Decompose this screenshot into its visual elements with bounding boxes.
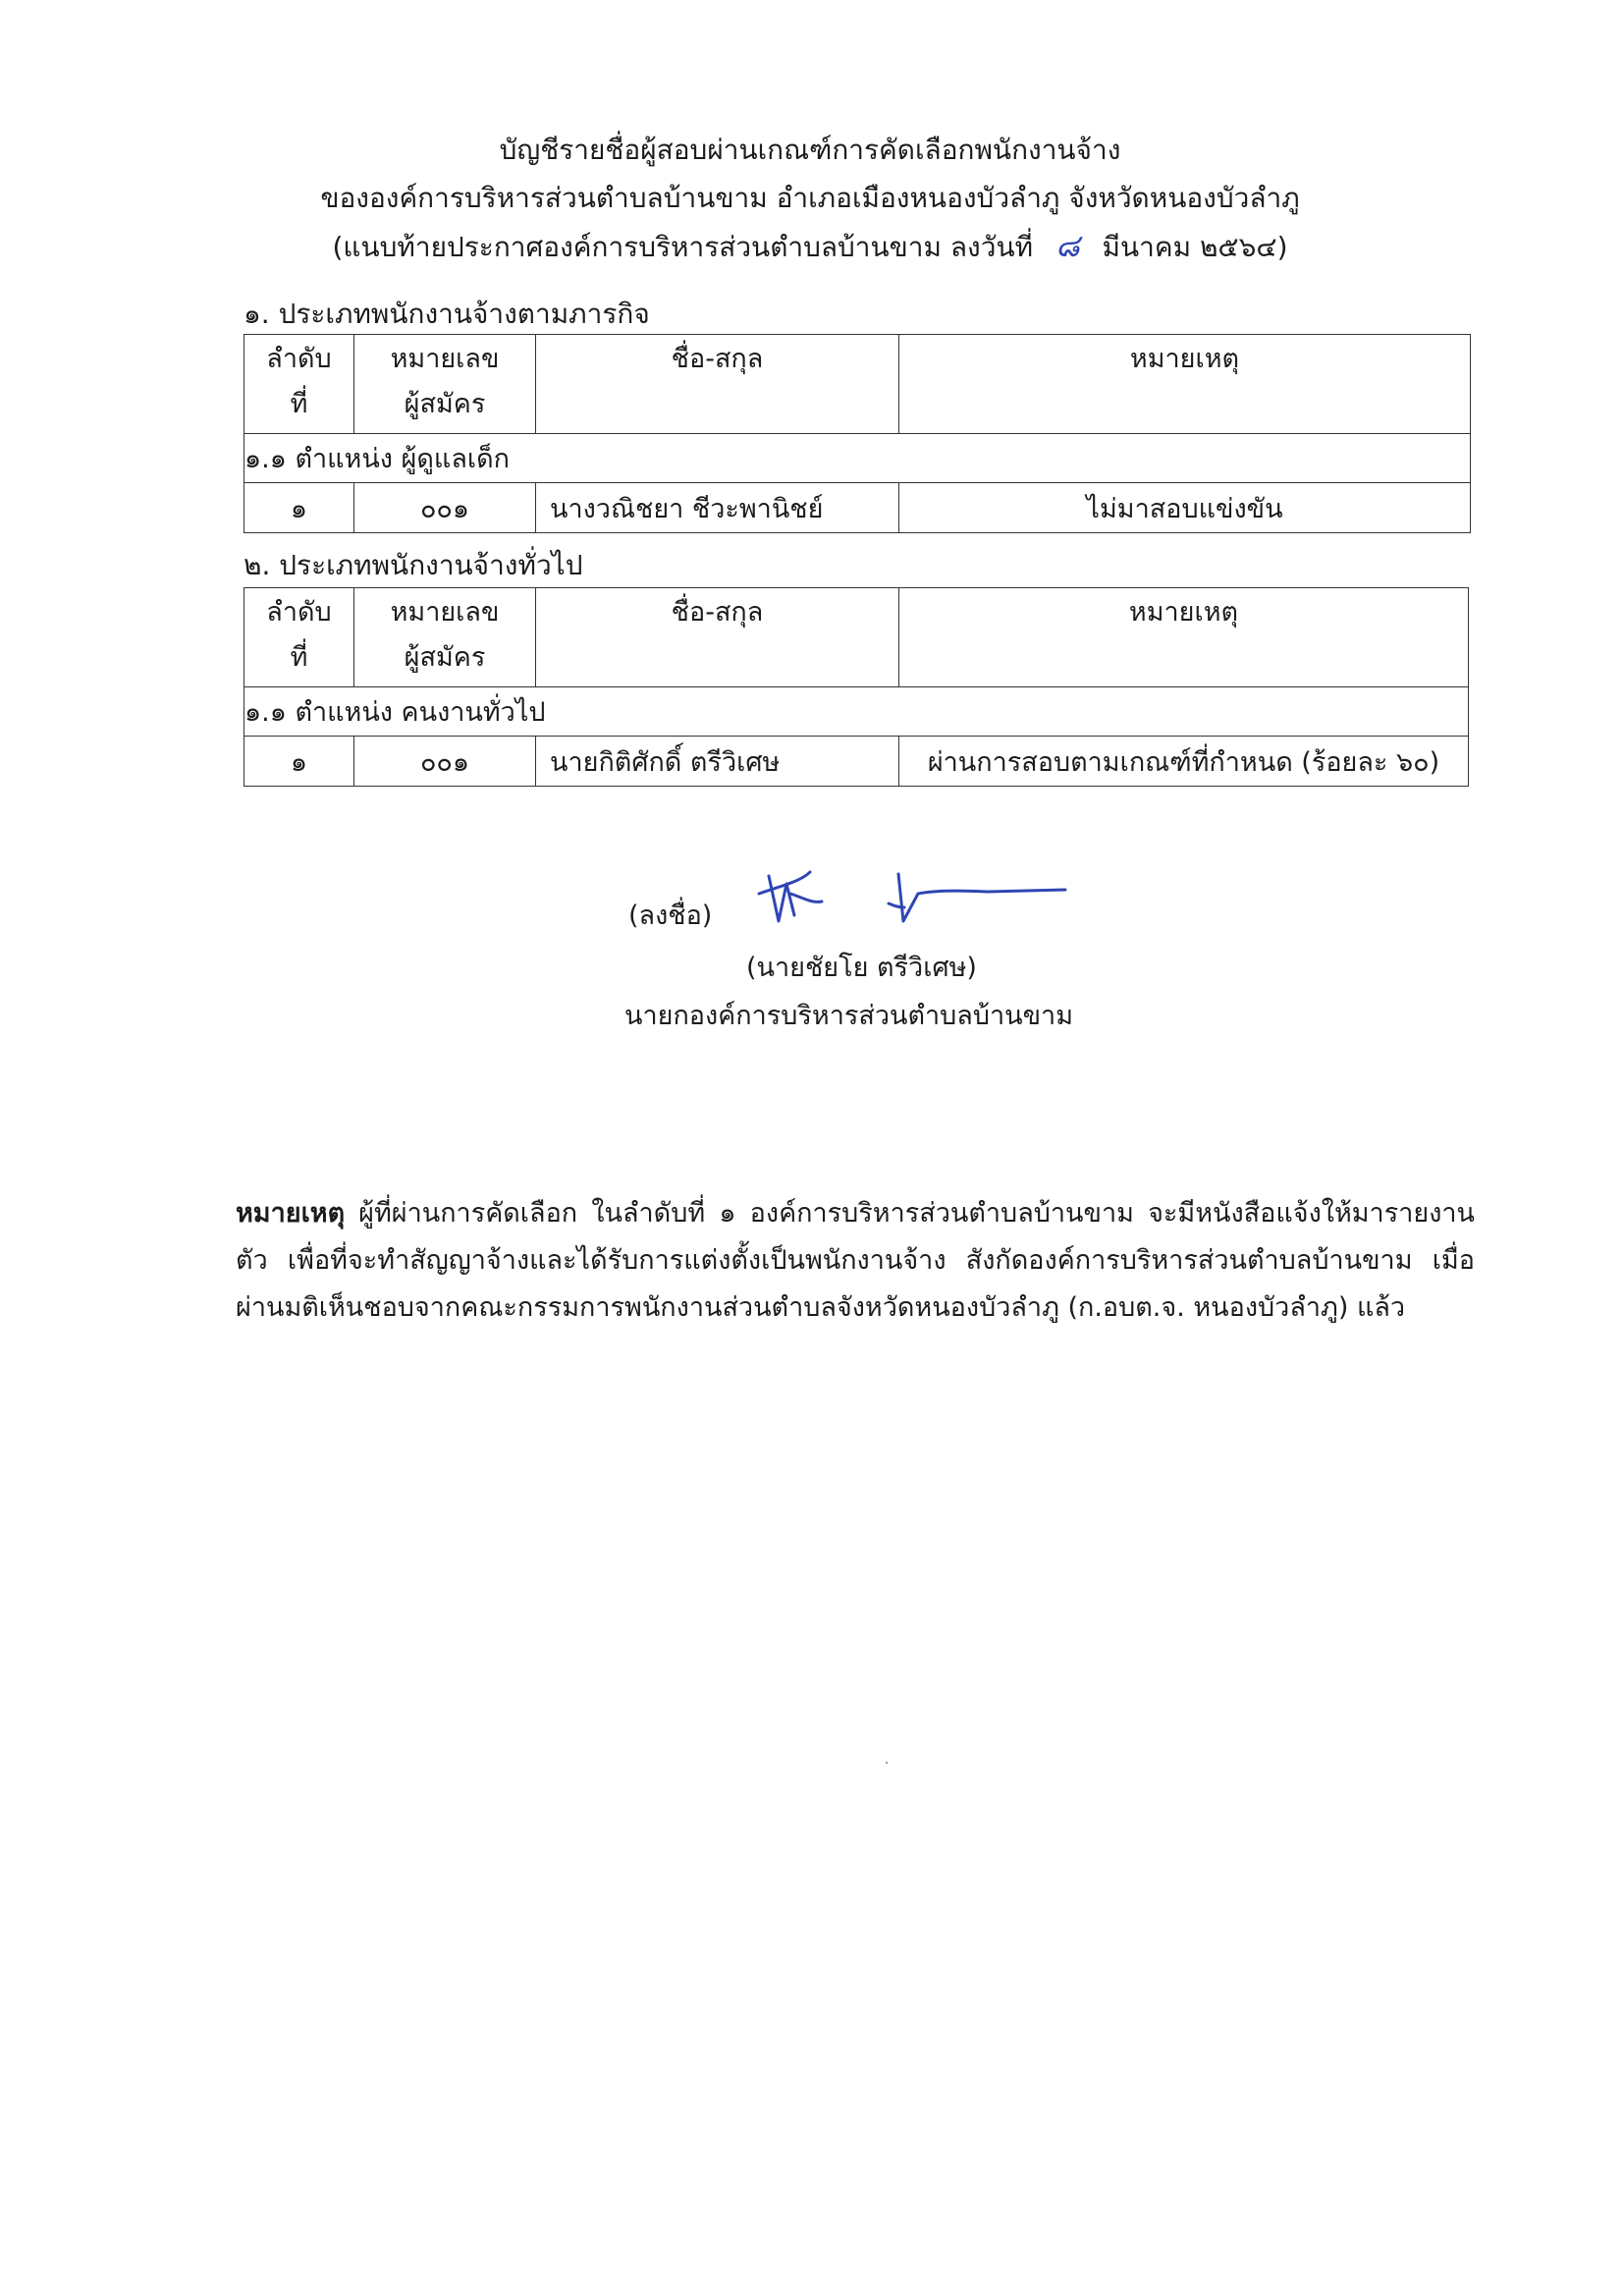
header-no-line2: ที่ xyxy=(290,389,308,419)
position-label: ๑.๑ ตำแหน่ง ผู้ดูแลเด็ก xyxy=(244,434,1471,483)
header-organization: ขององค์การบริหารส่วนตำบลบ้านขาม อำเภอเมืองหนองบัวลำภู จังหวัดหนองบัวลำภู xyxy=(320,182,1300,214)
header-annex-line xyxy=(245,222,1375,271)
section-2-table xyxy=(243,587,1469,787)
position-row xyxy=(244,434,1471,483)
header-cell-applicant xyxy=(354,588,536,687)
row-no: ๑ xyxy=(244,737,354,787)
header-cell-no xyxy=(244,335,354,434)
row-name: นายกิติศักดิ์ ตรีวิเศษ xyxy=(536,737,899,787)
header-annex-prefix: (แนบท้ายประกาศองค์การบริหารส่วนตำบลบ้านขาม ลงวันที่ xyxy=(332,231,1034,263)
note-paragraph xyxy=(236,1190,1475,1332)
signer-name: (นายชัยโย ตรีวิเศษ) xyxy=(746,953,977,983)
table-header-row xyxy=(244,335,1471,434)
signature-label: (ลงชื่อ) xyxy=(628,901,713,931)
section-2-heading: ๒. ประเภทพนักงานจ้างทั่วไป xyxy=(243,549,583,581)
table-header-row xyxy=(244,588,1469,687)
header-app-line2: ผู้สมัคร xyxy=(404,389,486,419)
header-cell-note: หมายเหตุ xyxy=(899,335,1471,434)
header-app-line1: หมายเลข xyxy=(390,597,500,628)
note-text: ผู้ที่ผ่านการคัดเลือก ในลำดับที่ ๑ องค์การบริหารส่วนตำบลบ้านขาม จะมีหนังสือแจ้งให้มารายงานตัว เพื่อที่จะทำสัญญาจ้างและได้รับการแต่งตั้งเป็นพนักงานจ้าง สังกัดองค์การบริหารส่วนตำบลบ้านขาม เมื่อผ่านมติเห็นชอบจากคณะกรรมการพนักงานส่วนตำบลจังหวัดหนองบัวลำภู (ก.อบต.จ. หนองบัวลำภู) แล้ว xyxy=(236,1198,1475,1323)
header-app-line1: หมายเลข xyxy=(390,344,500,374)
signer-title: นายกองค์การบริหารส่วนตำบลบ้านขาม xyxy=(624,1001,1074,1031)
row-remark: ไม่มาสอบแข่งขัน xyxy=(899,483,1471,533)
header-handwritten-day: ๘ xyxy=(1055,227,1080,264)
header-cell-note: หมายเหตุ xyxy=(899,588,1469,687)
section-1-heading: ๑. ประเภทพนักงานจ้างตามภารกิจ xyxy=(243,298,650,330)
header-cell-name: ชื่อ-สกุล xyxy=(536,335,899,434)
row-applicant-no: ๐๐๑ xyxy=(354,737,536,787)
section-1-table xyxy=(243,334,1471,533)
row-applicant-no: ๐๐๑ xyxy=(354,483,536,533)
scan-speck xyxy=(886,1762,888,1764)
header-title: บัญชีรายชื่อผู้สอบผ่านเกณฑ์การคัดเลือกพนักงานจ้าง xyxy=(499,134,1121,166)
header-cell-name: ชื่อ-สกุล xyxy=(536,588,899,687)
row-no: ๑ xyxy=(244,483,354,533)
row-name: นางวณิชยา ชีวะพานิชย์ xyxy=(536,483,899,533)
header-cell-applicant xyxy=(354,335,536,434)
position-label: ๑.๑ ตำแหน่ง คนงานทั่วไป xyxy=(244,687,1469,737)
position-row xyxy=(244,687,1469,737)
header-no-line1: ลำดับ xyxy=(266,597,332,628)
header-annex-suffix: มีนาคม ๒๕๖๔) xyxy=(1102,231,1288,263)
header-cell-no xyxy=(244,588,354,687)
header-app-line2: ผู้สมัคร xyxy=(404,642,486,673)
table-row xyxy=(244,483,1471,533)
row-remark: ผ่านการสอบตามเกณฑ์ที่กำหนด (ร้อยละ ๖๐) xyxy=(899,737,1469,787)
header-no-line1: ลำดับ xyxy=(266,344,332,374)
header-no-line2: ที่ xyxy=(290,642,308,673)
table-row xyxy=(244,737,1469,787)
document-header xyxy=(245,126,1375,271)
note-label: หมายเหตุ xyxy=(236,1198,346,1229)
handwritten-signature xyxy=(751,864,1075,933)
